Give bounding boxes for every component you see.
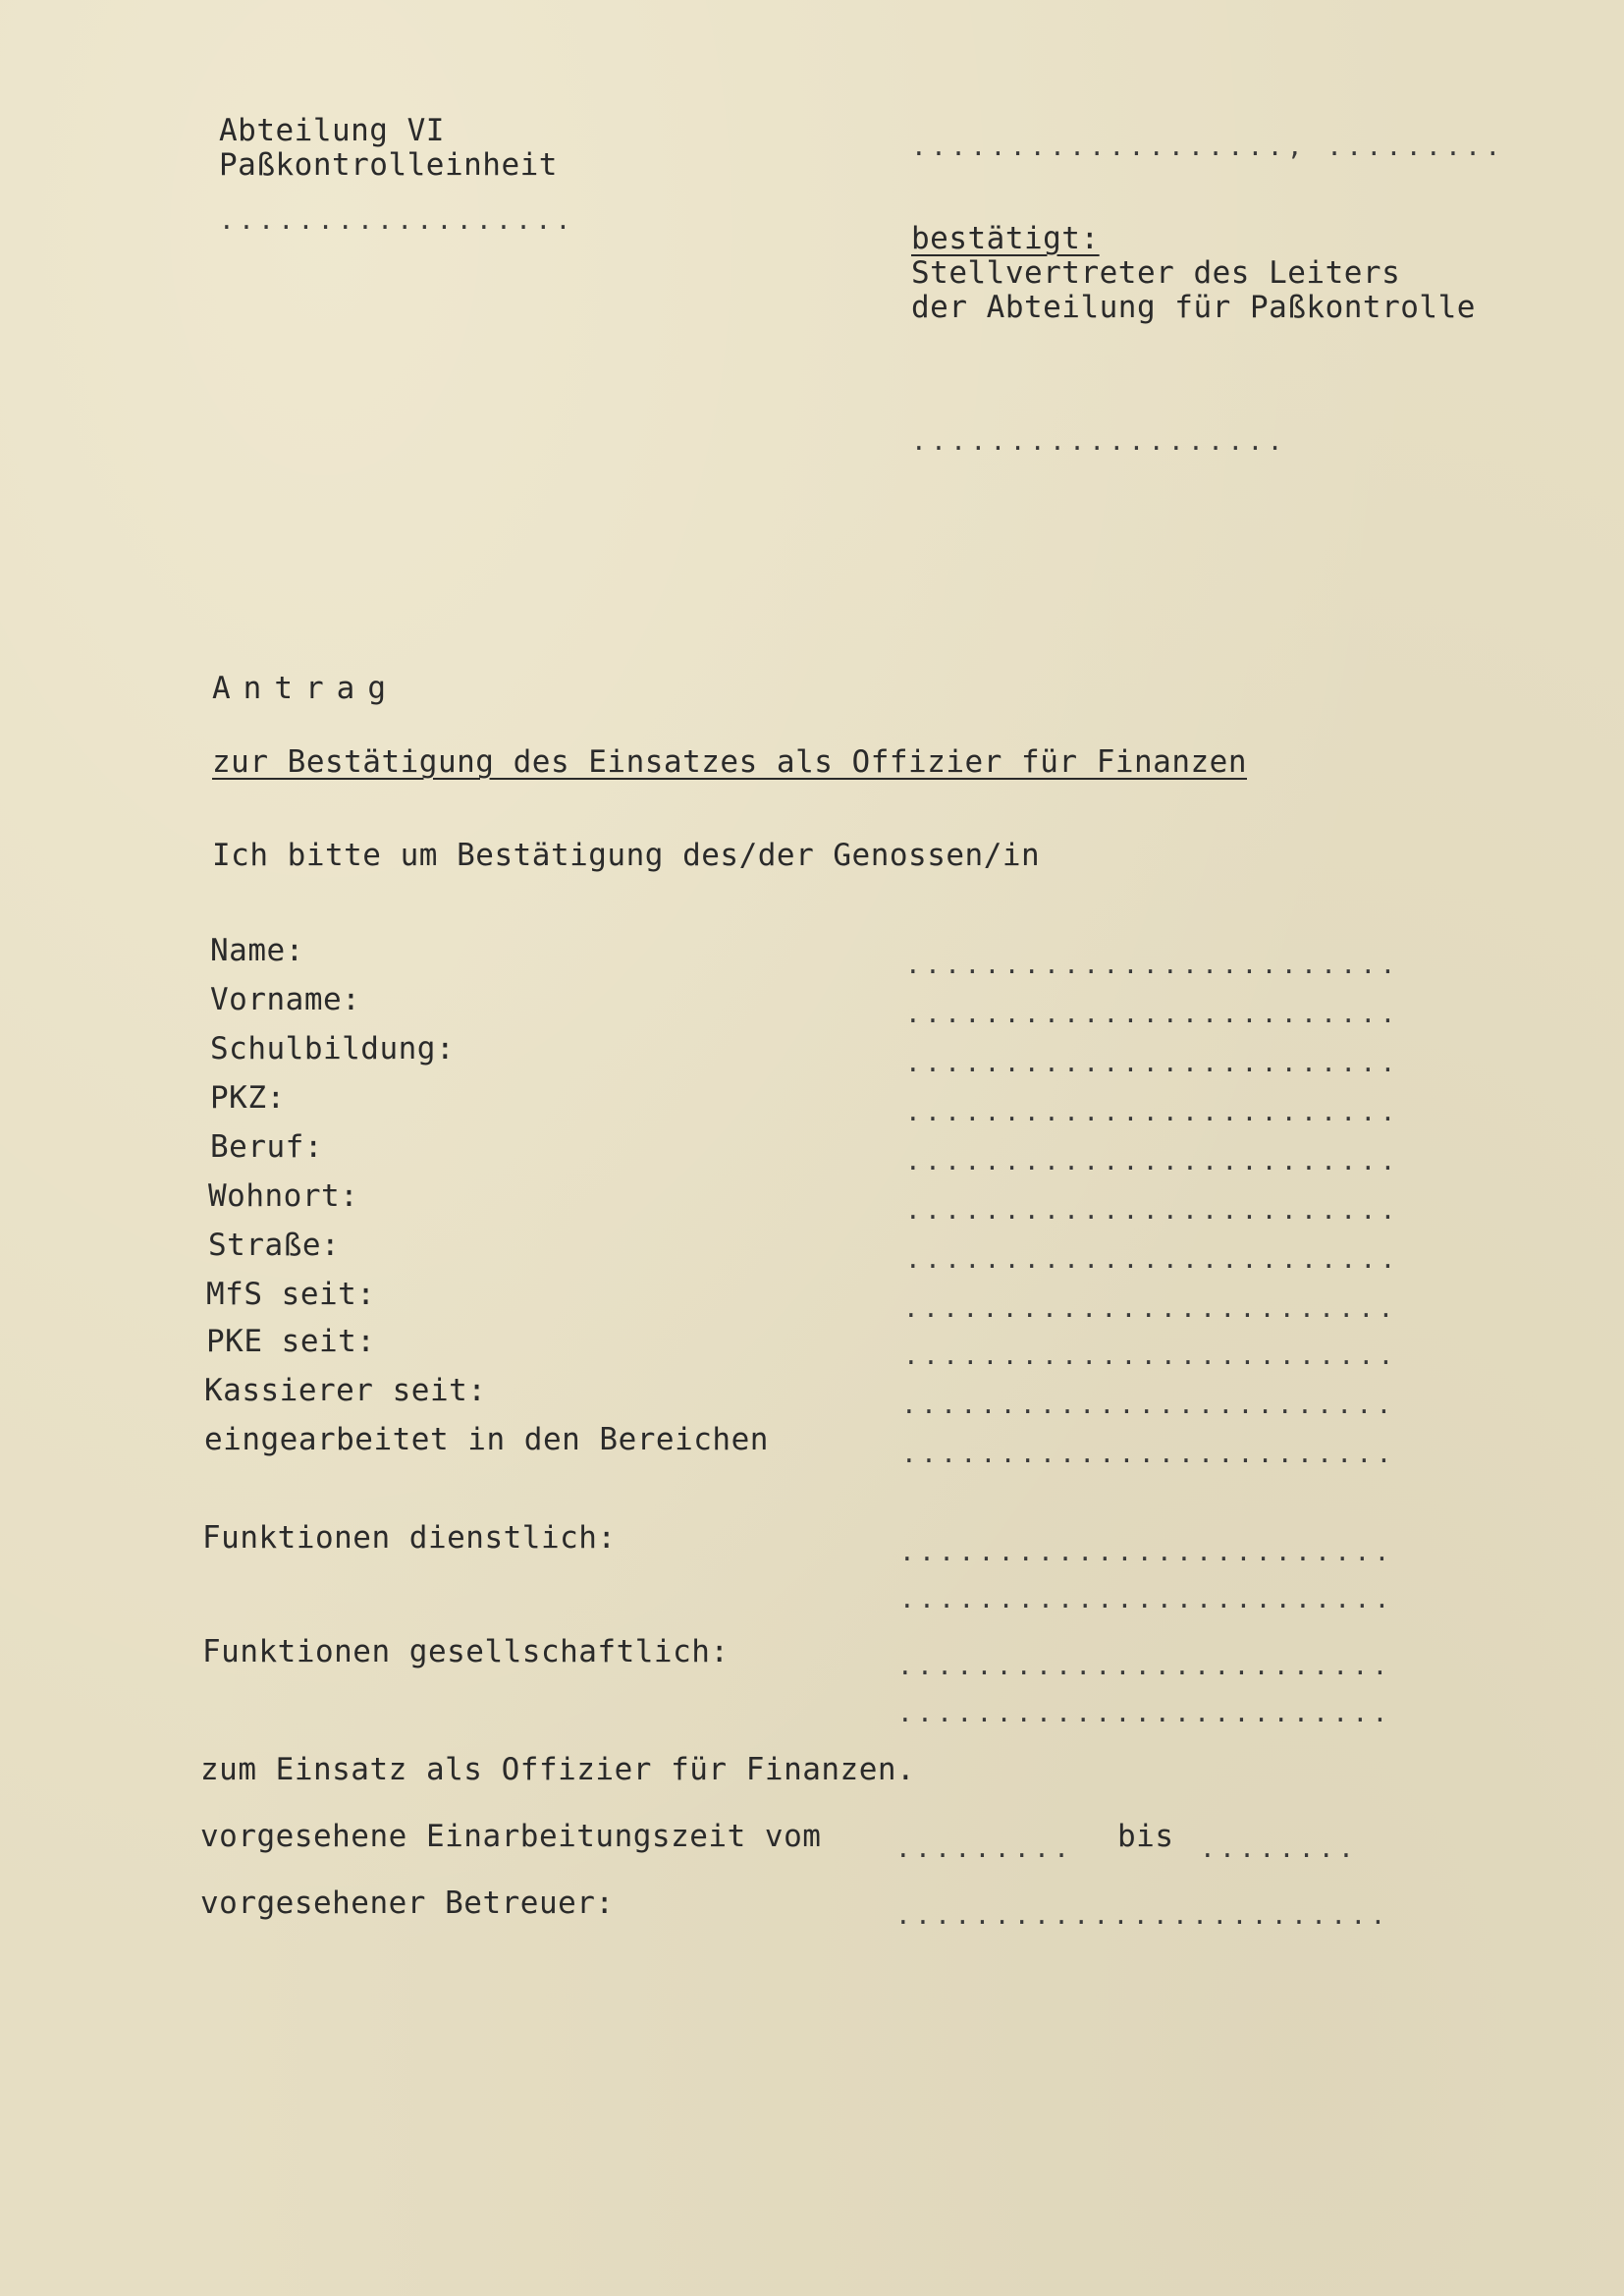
signature-dots: ................... — [911, 427, 1287, 457]
functions-social-dots-2: ......................... — [897, 1699, 1392, 1728]
field-dots-schulbildung: ......................... — [905, 1049, 1400, 1078]
confirmed-line-2: der Abteilung für Paßkontrolle — [911, 290, 1476, 325]
field-label-wohnort: Wohnort: — [208, 1178, 359, 1214]
field-dots-bereiche: ......................... — [901, 1440, 1396, 1469]
functions-service-dots-1: ......................... — [899, 1538, 1394, 1567]
field-dots-vorname: ......................... — [905, 1000, 1400, 1029]
functions-social-dots-1: ......................... — [897, 1652, 1392, 1681]
field-label-kassierer-seit: Kassierer seit: — [204, 1373, 487, 1408]
period-label: vorgesehene Einarbeitungszeit vom — [200, 1819, 822, 1854]
field-dots-name: ......................... — [905, 951, 1400, 980]
field-label-bereiche: eingearbeitet in den Bereichen — [204, 1422, 769, 1457]
confirmed-label: bestätigt: — [911, 221, 1100, 256]
field-dots-beruf: ......................... — [905, 1147, 1400, 1176]
field-dots-wohnort: ......................... — [905, 1196, 1400, 1226]
field-label-mfs-seit: MfS seit: — [206, 1277, 376, 1312]
supervisor-dots: ......................... — [895, 1901, 1390, 1931]
supervisor-label: vorgesehener Betreuer: — [200, 1886, 615, 1921]
field-label-schulbildung: Schulbildung: — [210, 1031, 456, 1066]
field-label-vorname: Vorname: — [210, 982, 361, 1017]
field-dots-strasse: ......................... — [905, 1245, 1400, 1275]
functions-service-dots-2: ......................... — [899, 1585, 1394, 1614]
period-from-dots: ......... — [895, 1834, 1074, 1864]
department-dots: .................. — [219, 206, 575, 236]
form-subtitle: zur Bestätigung des Einsatzes als Offizier für Finanzen — [212, 744, 1247, 780]
functions-social-label: Funktionen gesellschaftlich: — [202, 1634, 730, 1669]
field-dots-pke-seit: ......................... — [903, 1341, 1398, 1371]
intro-text: Ich bitte um Bestätigung des/der Genossen/in — [212, 838, 1041, 873]
form-heading: Antrag — [212, 671, 399, 706]
assignment-text: zum Einsatz als Offizier für Finanzen. — [200, 1752, 916, 1787]
confirmed-line-1: Stellvertreter des Leiters — [911, 255, 1401, 291]
department-line-1: Abteilung VI — [219, 113, 445, 148]
field-dots-mfs-seit: ......................... — [903, 1294, 1398, 1324]
period-to-label: bis — [1117, 1819, 1174, 1854]
field-dots-pkz: ......................... — [905, 1098, 1400, 1127]
field-label-strasse: Straße: — [208, 1228, 341, 1263]
department-line-2: Paßkontrolleinheit — [219, 147, 558, 183]
field-label-beruf: Beruf: — [210, 1129, 323, 1165]
field-dots-kassierer-seit: ......................... — [901, 1391, 1396, 1420]
field-label-pkz: PKZ: — [210, 1080, 286, 1116]
field-label-name: Name: — [210, 933, 304, 968]
period-to-dots: ........ — [1200, 1834, 1359, 1864]
field-label-pke-seit: PKE seit: — [206, 1324, 376, 1359]
functions-service-label: Funktionen dienstlich: — [202, 1520, 617, 1556]
date-dots: ..................., ......... — [911, 133, 1505, 162]
